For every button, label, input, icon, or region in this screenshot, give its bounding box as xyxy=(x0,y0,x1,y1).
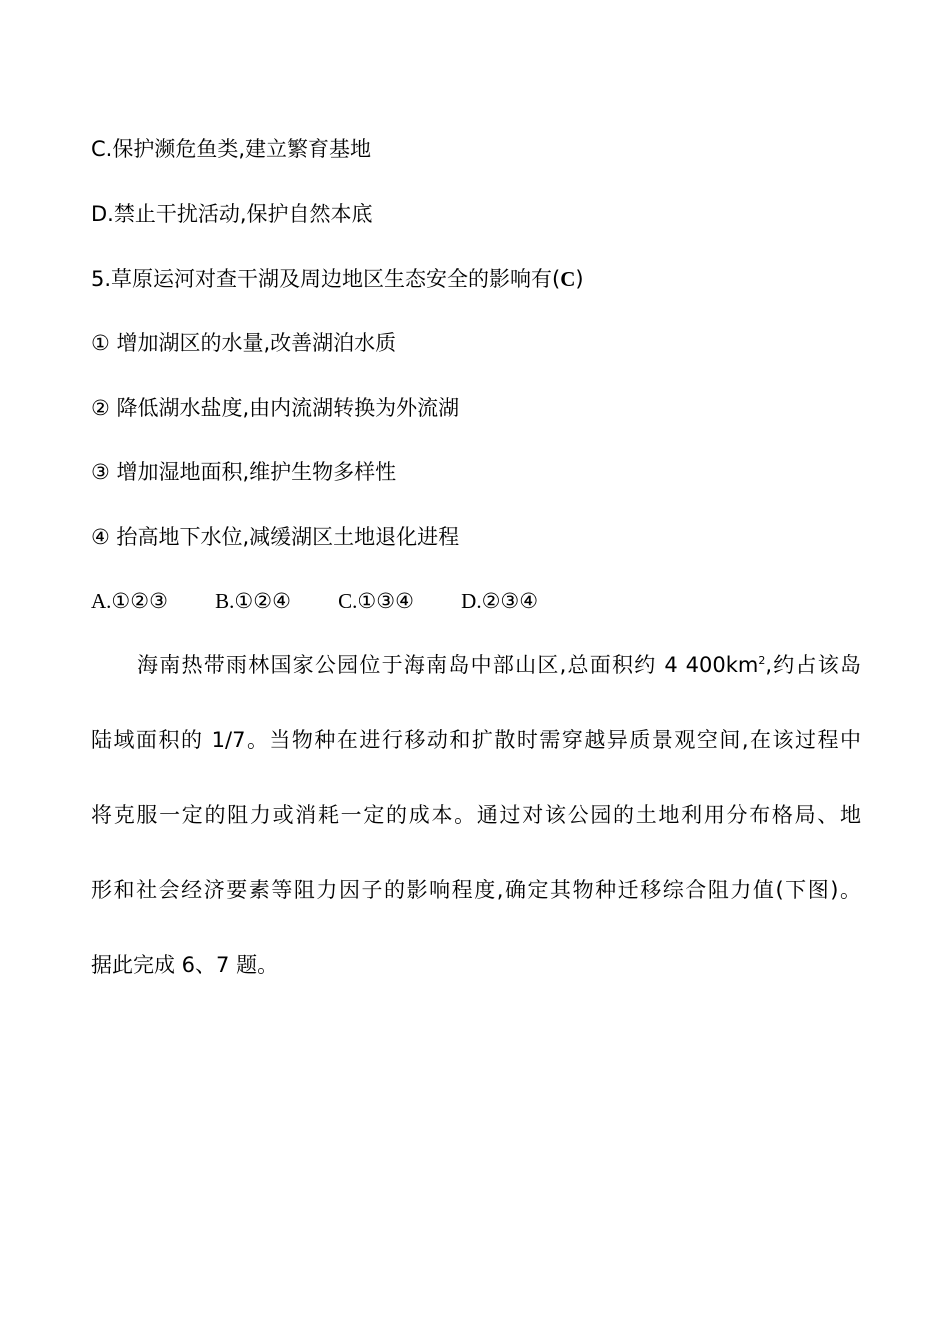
choice-a: A.①②③ xyxy=(91,589,168,613)
choice-c: C.①③④ xyxy=(338,589,414,613)
passage-line-2: 陆域面积的 1/7。当物种在进行移动和扩散时需穿越异质景观空间,在该过程中 xyxy=(91,728,861,752)
passage-line-4: 形和社会经济要素等阻力因子的影响程度,确定其物种迁移综合阻力值(下图)。 xyxy=(91,878,861,902)
question-5-stem-text: 5.草原运河对查干湖及周边地区生态安全的影响有( xyxy=(91,267,561,291)
answer-choices xyxy=(91,586,538,616)
question-5-answer: C xyxy=(560,267,576,291)
passage-line-1 xyxy=(137,650,861,680)
question-5-stem-close: ) xyxy=(575,267,584,291)
option-d-prev: D.禁止干扰活动,保护自然本底 xyxy=(91,202,373,226)
question-5-stem xyxy=(91,264,584,294)
option-c-prev: C.保护濒危鱼类,建立繁育基地 xyxy=(91,137,372,161)
area-superscript: 2 xyxy=(758,654,766,667)
passage-line-5: 据此完成 6、7 题。 xyxy=(91,953,279,977)
statement-3: ③ 增加湿地面积,维护生物多样性 xyxy=(91,460,397,484)
passage-line-3: 将克服一定的阻力或消耗一定的成本。通过对该公园的土地利用分布格局、地 xyxy=(91,803,861,827)
passage-line-1-tail: ,约占该岛 xyxy=(765,653,861,677)
statement-1: ① 增加湖区的水量,改善湖泊水质 xyxy=(91,331,397,355)
statement-4: ④ 抬高地下水位,减缓湖区土地退化进程 xyxy=(91,525,460,549)
passage-line-1-text: 海南热带雨林国家公园位于海南岛中部山区,总面积约 4 400km xyxy=(137,653,759,677)
choice-b: B.①②④ xyxy=(215,589,291,613)
statement-2: ② 降低湖水盐度,由内流湖转换为外流湖 xyxy=(91,396,460,420)
choice-d: D.②③④ xyxy=(461,589,539,613)
